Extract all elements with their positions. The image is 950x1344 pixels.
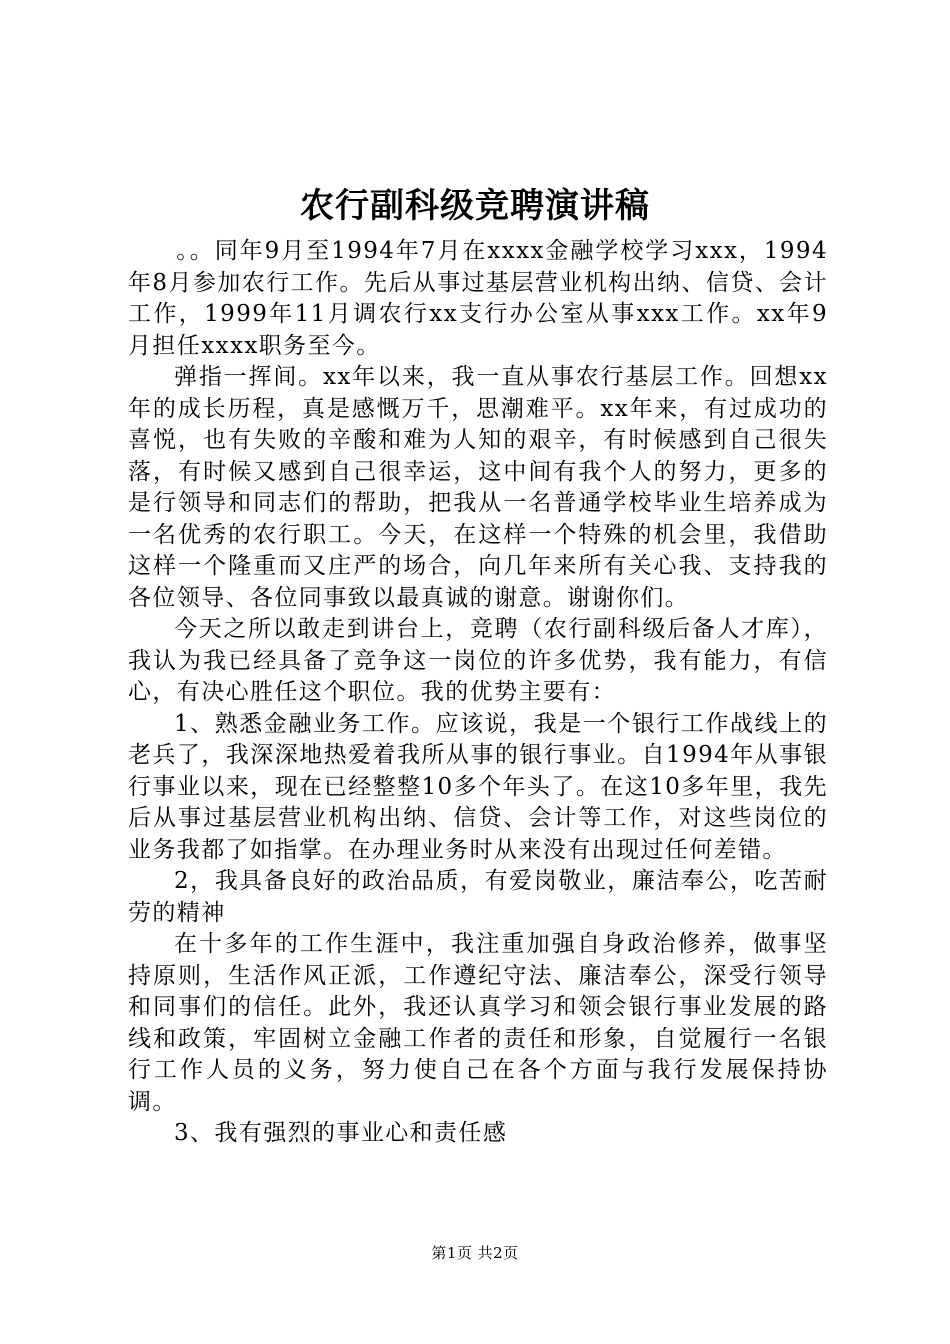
paragraph-reflection: 弹指一挥间。xx年以来，我一直从事农行基层工作。回想xx年的成长历程，真是感慨万千，思潮难平。xx年来，有过成功的喜悦，也有失败的辛酸和难为人知的艰辛，有时候感到自己很失落，有时候又感到自己很幸运，这中间有我个人的努力，更多的是行领导和同志们的帮助，把我从一名普通学校毕业生培养成为一名优秀的农行职工。今天，在这样一个特殊的机会里，我借助这样一个隆重而又庄严的场合，向几年来所有关心我、支持我的各位领导、各位同事致以最真诚的谢意。谢谢你们。 (128, 364, 828, 611)
paragraph-advantage-2-detail: 在十多年的工作生涯中，我注重加强自身政治修养，做事坚持原则，生活作风正派，工作遵纪守法、廉洁奉公，深受行领导和同事们的信任。此外，我还认真学习和领会银行事业发展的路线和政策，牢固树立金融工作者的责任和形象，自觉履行一名银行工作人员的义务，努力使自己在各个方面与我行发展保持协调。 (128, 931, 828, 1115)
document-title: 农行副科级竞聘演讲稿 (300, 186, 650, 226)
document-body (128, 236, 828, 1150)
page-number-footer: 第1页 共2页 (431, 1244, 519, 1262)
paragraph-advantage-2-heading: 2，我具备良好的政治品质，有爱岗敬业，廉洁奉公，吃苦耐劳的精神 (128, 868, 828, 926)
paragraph-competition-intro: 今天之所以敢走到讲台上，竞聘（农行副科级后备人才库），我认为我已经具备了竞争这一岗位的许多优势，我有能力，有信心，有决心胜任这个职位。我的优势主要有： (128, 616, 828, 705)
paragraph-advantage-3-heading: 3、我有强烈的事业心和责任感 (174, 1120, 508, 1146)
paragraph-advantage-1: 1、熟悉金融业务工作。应该说，我是一个银行工作战线上的老兵了，我深深地热爱着我所从事的银行事业。自1994年从事银行事业以来，现在已经整整10多个年头了。在这10多年里，我先后从事过基层营业机构出纳、信贷、会计等工作，对这些岗位的业务我都了如指掌。在办理业务时从来没有出现过任何差错。 (128, 710, 828, 863)
paragraph-career-history: 。。同年9月至1994年7月在xxxx金融学校学习xxx，1994年8月参加农行工作。先后从事过基层营业机构出纳、信贷、会计工作，1999年11月调农行xx支行办公室从事xxx工作。xx年9月担任xxxx职务至今。 (128, 238, 828, 359)
